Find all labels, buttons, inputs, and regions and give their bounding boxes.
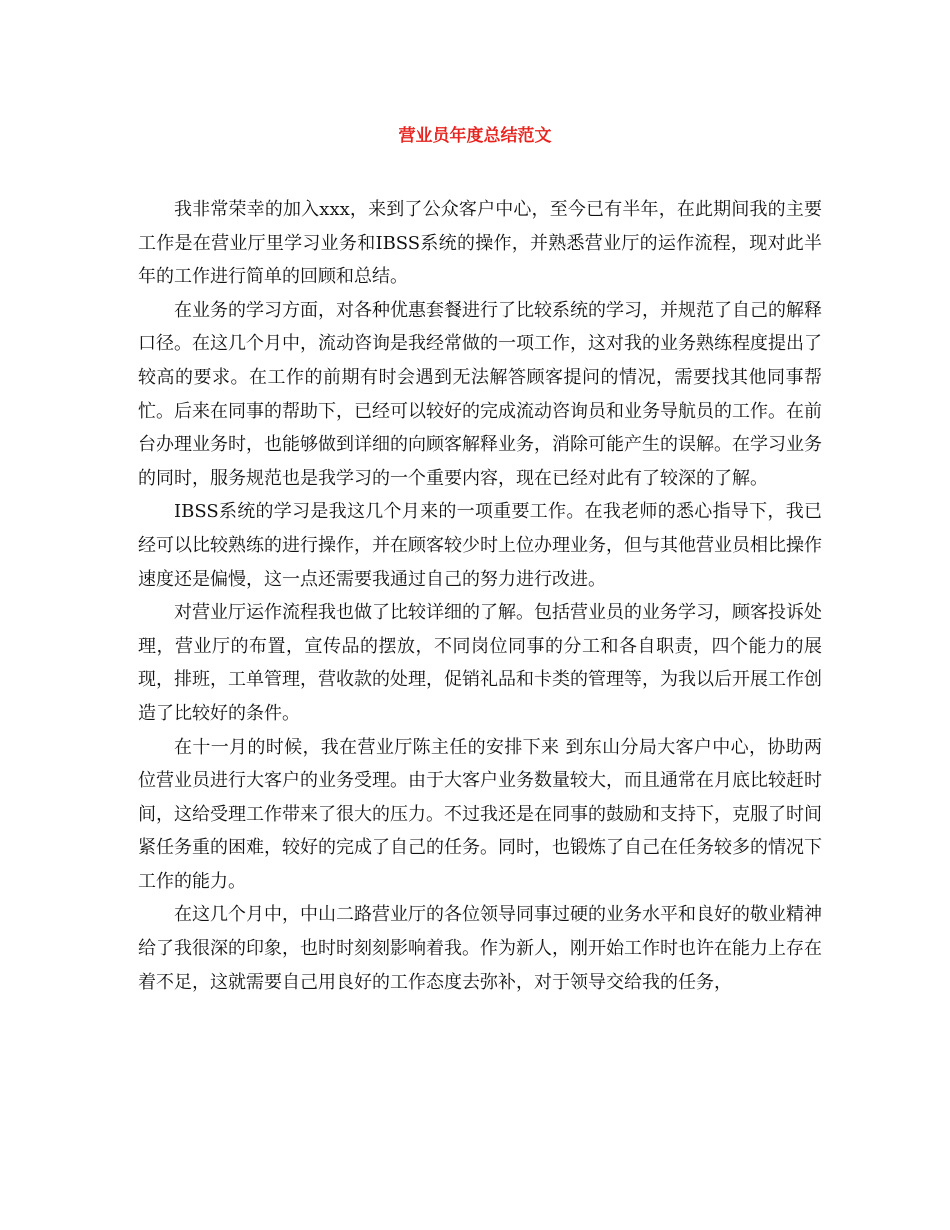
paragraph-november-support: 在十一月的时候，我在营业厅陈主任的安排下来 到东山分局大客户中心，协助两位营业员进行大客户的业务受理。由于大客户业务数量较大，而且通常在月底比较赶时间，这给受理工作带来了很大的压力。不过我还是在同事的鼓励和支持下，克服了时间紧任务重的困难，较好的完成了自己的任务。同时，也锻炼了自己在任务较多的情况下工作的能力。 xyxy=(138,736,822,892)
paragraph-intro: 我非常荣幸的加入xxx，来到了公众客户中心，至今已有半年，在此期间我的主要工作是在营业厅里学习业务和IBSS系统的操作，并熟悉营业厅的运作流程，现对此半年的工作进行简单的回顾和总结。 xyxy=(138,199,822,288)
paragraph-impressions: 在这几个月中，中山二路营业厅的各位领导同事过硬的业务水平和良好的敬业精神给了我很深的印象，也时时刻刻影响着我。作为新人，刚开始工作时也许在能力上存在着不足，这就需要自己用良好的工作态度去弥补，对于领导交给我的任务， xyxy=(138,904,822,993)
paragraph-business-learning: 在业务的学习方面，对各种优惠套餐进行了比较系统的学习，并规范了自己的解释口径。在这几个月中，流动咨询是我经常做的一项工作，这对我的业务熟练程度提出了较高的要求。在工作的前期有时会遇到无法解答顾客提问的情况，需要找其他同事帮忙。后来在同事的帮助下，已经可以较好的完成流动咨询员和业务导航员的工作。在前台办理业务时，也能够做到详细的向顾客解释业务，消除可能产生的误解。在学习业务的同时，服务规范也是我学习的一个重要内容，现在已经对此有了较深的了解。 xyxy=(138,299,822,489)
paragraph-ibss-system: IBSS系统的学习是我这几个月来的一项重要工作。在我老师的悉心指导下，我已经可以比较熟练的进行操作，并在顾客较少时上位办理业务，但与其他营业员相比操作速度还是偏慢，这一点还需要我通过自己的努力进行改进。 xyxy=(138,501,822,590)
paragraph-hall-process: 对营业厅运作流程我也做了比较详细的了解。包括营业员的业务学习，顾客投诉处理，营业厅的布置，宣传品的摆放，不同岗位同事的分工和各自职责，四个能力的展现，排班，工单管理，营收款的处理，促销礼品和卡类的管理等，为我以后开展工作创造了比较好的条件。 xyxy=(138,602,822,724)
document-body xyxy=(138,193,822,999)
document-title: 营业员年度总结范文 xyxy=(398,126,552,146)
